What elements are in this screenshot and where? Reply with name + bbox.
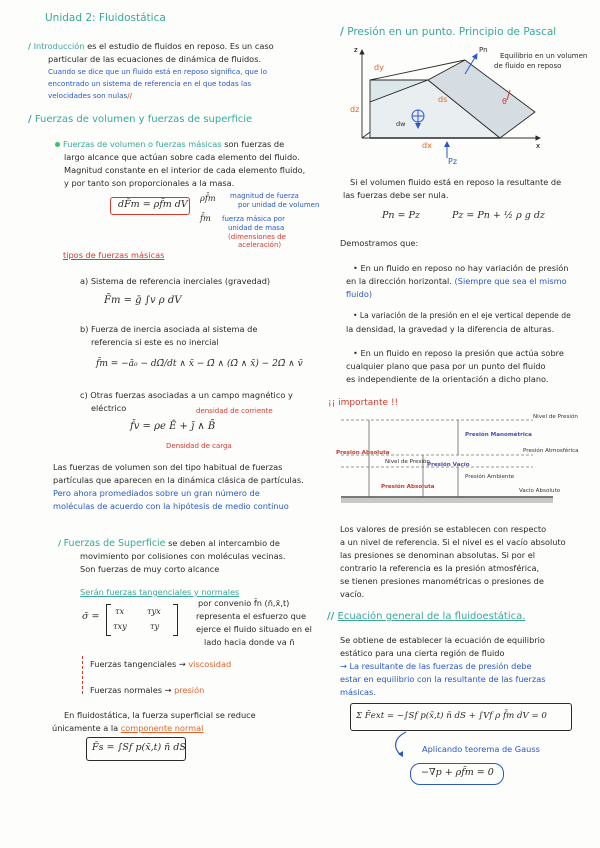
label-x: x — [536, 142, 541, 150]
gauss-label: Aplicando teorema de Gauss — [422, 744, 540, 754]
general-line-1: Se obtiene de establecer la ecuación de equilibrio — [340, 635, 545, 645]
pressure-levels-diagram — [333, 408, 579, 508]
pfm-note-2: por unidad de volumen — [238, 201, 320, 209]
type-b-formula: f̄m = −ā₀ − dΩ̄/dt ∧ x̄ − Ω̄ ∧ (Ω̄ ∧ x̄) − 2Ω̄ ∧ v̄ — [96, 359, 303, 369]
intro-mark: // — [127, 91, 133, 100]
equilibrium-note-2: de fluido en reposo — [494, 62, 562, 70]
final-formula: −∇p + ρf̄m = 0 — [421, 767, 494, 778]
matrix-cell-22: τy — [150, 621, 160, 631]
demo-b1-line-3: fluido) — [346, 289, 373, 299]
values-line-6: vacío. — [340, 589, 365, 599]
label-pn: Pn — [479, 46, 488, 54]
type-b-label-2: referencia si este es no inercial — [91, 337, 219, 347]
pascal-line-2: las fuerzas debe ser nula. — [343, 190, 449, 200]
fm-note-4: aceleración) — [238, 241, 282, 249]
type-a-formula: F̄m = ḡ ∫v ρ dV — [104, 295, 182, 306]
general-blue-1: → La resultante de las fuerzas de presión debe — [340, 661, 532, 671]
type-b-label-1: b) Fuerza de inercia asociada al sistema de — [80, 324, 258, 334]
fm-symbol: f̄m — [200, 213, 211, 223]
general-blue-2: estar en equilibrio con la resultante de las fuerzas — [340, 674, 546, 684]
forces-line-4: y por tanto son proporcionales a la masa. — [64, 178, 235, 188]
label-nivel-1: Nivel de Presión — [385, 459, 430, 465]
pascal-eq-2: Pz = Pn + ½ ρ g dz — [452, 210, 545, 221]
normal-row: Fuerzas normales ⇝ presión — [90, 685, 205, 695]
equilibrium-note-1: Equilibrio en un volumen — [500, 52, 588, 60]
tangential-heading: Serán fuerzas tangenciales y normales — [80, 587, 240, 597]
tangential-row: Fuerzas tangenciales ⇝ viscosidad — [90, 659, 232, 669]
forces-bracket — [82, 656, 83, 694]
fm-note-2: unidad de masa — [228, 224, 285, 232]
volume-summary-4: moléculas de acuerdo con la hipótesis de medio continuo — [53, 501, 289, 511]
demo-b1-line-2: en la dirección horizontal. (Siempre que sea el mismo — [346, 276, 567, 286]
type-c-note-2: Densidad de carga — [166, 442, 232, 450]
convention-3: ejerce el fluido situado en el — [196, 624, 312, 634]
demo-b2-line-2: la densidad, la gravedad y la diferencia de alturas. — [346, 324, 555, 334]
intro-blue-1: Cuando se dice que un fluido está en reposo significa, que lo — [48, 67, 268, 76]
page-title: Unidad 2: Fluidostática — [45, 12, 166, 24]
pascal-eq-1: Pn = Pz — [382, 210, 420, 221]
demo-b3-line-2: cualquier plano que pasa por un punto del fluido — [346, 361, 546, 371]
fs-formula: F̄s = ∫Sf p(x̄,t) n̄ dS — [92, 742, 186, 753]
type-c-label-1: c) Otras fuerzas asociadas a un campo magnético y — [80, 390, 293, 400]
label-dx: dx — [422, 141, 432, 150]
important-label: ¡¡ importante !! — [328, 398, 399, 408]
intro-blue-3: velocidades son nulas// — [48, 91, 133, 100]
matrix-right-bracket — [173, 604, 178, 636]
type-c-label-2: eléctrico — [91, 403, 127, 413]
gauss-arrow-icon — [388, 730, 418, 760]
pfm-symbol: ρf̄m — [200, 193, 216, 203]
pascal-heading: Presión en un punto. Principio de Pascal — [347, 26, 557, 38]
types-heading: tipos de fuerzas másicas — [63, 250, 165, 260]
label-dw: dw — [396, 120, 406, 128]
label-theta: θ — [502, 97, 507, 106]
label-z: z — [354, 46, 358, 54]
label-atm: Presión Atmosférica — [523, 448, 579, 454]
demo-b2-line-1: • La variación de la presión en el eje vertical depende de — [353, 311, 571, 320]
label-abs-1: Presión Absoluta — [336, 450, 390, 456]
type-c-note-1: densidad de corriente — [196, 407, 273, 415]
values-line-1: Los valores de presión se establecen con respecto — [340, 524, 547, 534]
intro-blue-2: encontrado un sistema de referencia en el que todas las — [48, 79, 252, 88]
fm-note-3: (dimensiones de — [228, 233, 286, 241]
general-heading-row: // Ecuación general de la fluidoestática. — [327, 611, 526, 622]
type-c-formula: f̄v = ρe Ē + j̄ ∧ B̄ — [130, 421, 216, 432]
matrix-cell-11: τx — [115, 606, 125, 616]
dfm-formula: dF̄m = ρf̄m dV — [118, 199, 188, 210]
surface-line-3: Son fuerzas de muy corto alcance — [80, 564, 220, 574]
intro-line-1: / Introducción es el estudio de fluidos en reposo. Es un caso — [28, 41, 274, 51]
convention-1: por convenio f̄n (n̄,x̄,t) — [198, 598, 290, 608]
intro-heading: Introducción — [33, 41, 85, 51]
intro-line-2: particular de las ecuaciones de dinámica de fluidos. — [48, 54, 262, 64]
values-line-3: las presiones se denominan absolutas. Si por el — [340, 550, 536, 560]
surface-reduce-2: únicamente a la componente normal — [52, 723, 204, 733]
label-nivel-2: Nivel de Presión — [533, 414, 578, 420]
label-vac: Presión Vacío — [427, 462, 470, 468]
forces-line-3: Magnitud constante en el interior de cada elemento fluido, — [64, 165, 306, 175]
surface-line-2: movimiento por colisiones con moléculas vecinas. — [80, 551, 286, 561]
matrix-cell-21: τxy — [113, 621, 127, 631]
demo-b3-line-3: es independiente de la orientación a dicho plano. — [346, 374, 549, 384]
demo-b3-line-1: • En un fluido en reposo la presión que actúa sobre — [353, 348, 564, 358]
volume-summary-3: Pero ahora promediados sobre un gran número de — [53, 488, 260, 498]
bullet-icon — [55, 142, 60, 147]
label-man: Presión Manométrica — [465, 432, 532, 438]
forces-heading: Fuerzas de volumen y fuerzas de superficie — [34, 114, 253, 125]
demo-b1-line-1: • En un fluido en reposo no hay variación de presión — [353, 263, 569, 273]
volume-summary-1: Las fuerzas de volumen son del tipo habitual de fuerzas — [53, 462, 283, 472]
pfm-note-1: magnitud de fuerza — [230, 192, 299, 200]
surface-reduce-1: En fluidostática, la fuerza superficial se reduce — [64, 710, 256, 720]
general-heading: Ecuación general de la fluidoestática. — [337, 611, 526, 622]
pascal-line-1: Si el volumen fluido está en reposo la resultante de — [350, 177, 562, 187]
general-line-2: estático para una cierta región de fluido — [340, 648, 505, 658]
pascal-heading-row: / Presión en un punto. Principio de Pascal — [340, 26, 557, 38]
sigma-symbol: σ̄ = — [82, 611, 100, 622]
ground-hatch — [341, 498, 553, 503]
label-vacuum: Vacío Absoluto — [519, 488, 561, 494]
values-line-2: a un nivel de referencia. Si el nivel es el vacío absoluto — [340, 537, 566, 547]
volume-summary-2: partículas que aparecen en la dinámica clásica de partículas. — [53, 475, 304, 485]
matrix-left-bracket — [106, 604, 111, 636]
label-amb: Presión Ambiente — [465, 474, 515, 480]
surface-heading: Fuerzas de Superficie — [63, 538, 166, 549]
label-pz: Pz — [448, 157, 458, 166]
label-ds: ds — [438, 95, 448, 104]
label-abs-2: Presión Absoluta — [381, 484, 435, 490]
convention-2: representa el esfuerzo que — [196, 611, 306, 621]
forces-heading-row: / Fuerzas de volumen y fuerzas de superficie — [28, 114, 253, 125]
convention-4: lado hacia donde va n̄ — [204, 637, 295, 647]
fm-note-1: fuerza másica por — [222, 215, 285, 223]
demo-heading: Demostramos que: — [340, 238, 419, 248]
type-a-label: a) Sistema de referencia inerciales (gravedad) — [80, 276, 271, 286]
forces-line-1: Fuerzas de volumen o fuerzas másicas son fuerzas de — [55, 138, 284, 150]
label-dz: dz — [350, 105, 360, 114]
values-line-4: contrario la referencia es la presión atmosférica, — [340, 563, 540, 573]
forces-line-2: largo alcance que actúan sobre cada elemento del fluido. — [64, 152, 300, 162]
general-blue-3: másicas. — [340, 687, 376, 697]
surface-line-1: / Fuerzas de Superficie se deben al intercambio de — [58, 538, 280, 549]
general-formula: Σ F̄ext = −∫Sf p(x̄,t) n̄ dS + ∫Vf ρ f̄m dV = 0 — [356, 711, 547, 721]
label-dy: dy — [374, 63, 384, 72]
matrix-cell-12: τyx — [147, 606, 161, 616]
values-line-5: se tienen presiones manométricas o presiones de — [340, 576, 544, 586]
